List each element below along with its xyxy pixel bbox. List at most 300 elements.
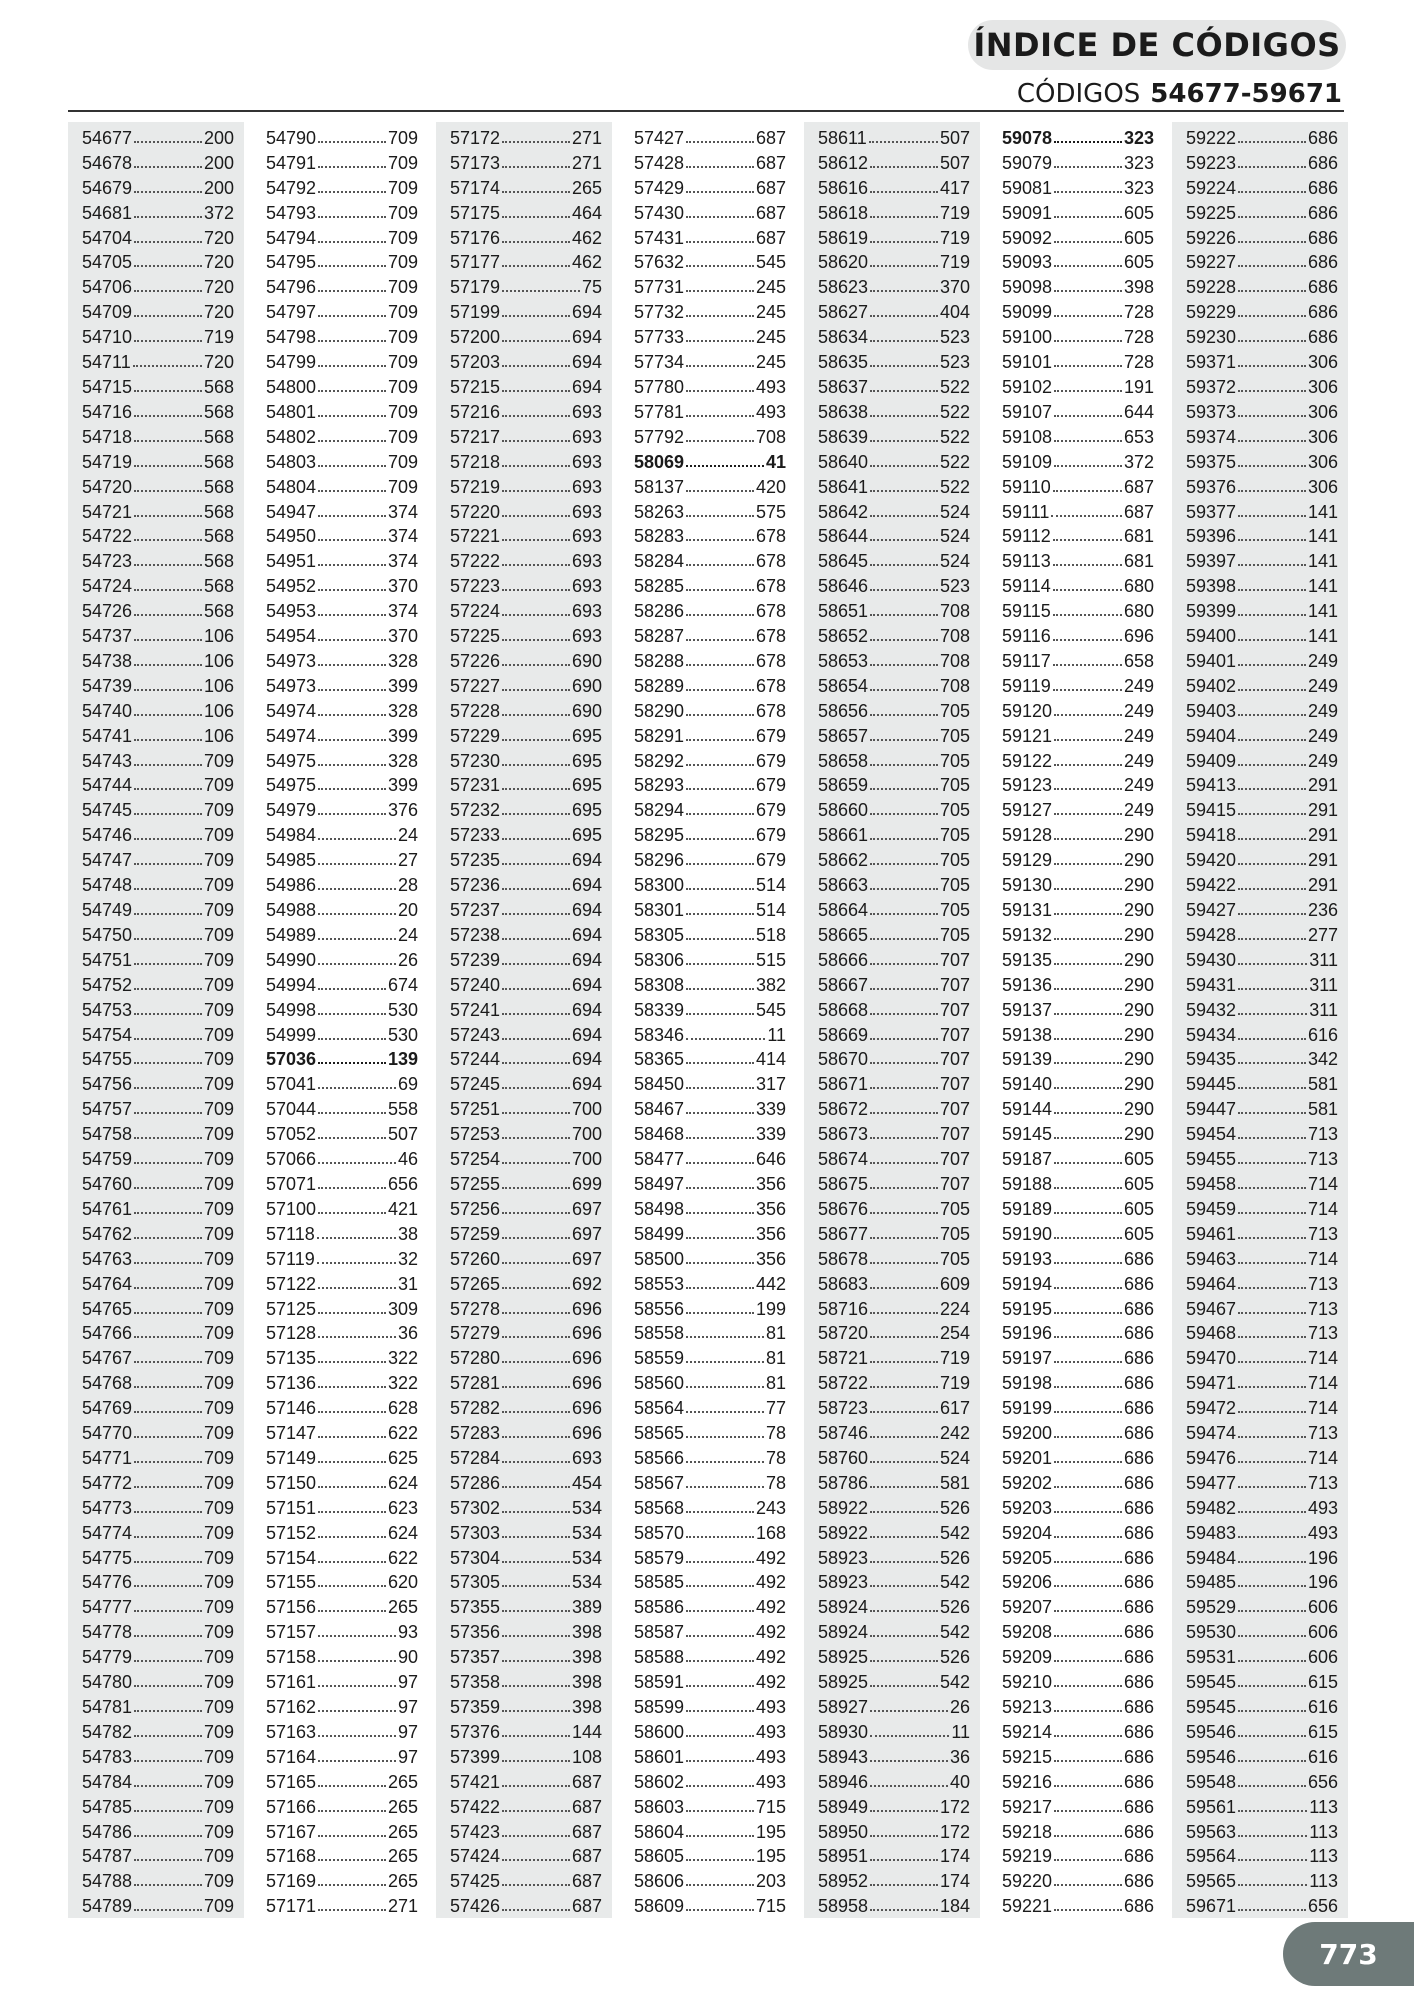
product-code: 57154 (266, 1547, 317, 1567)
page-reference: 605 (1123, 227, 1154, 247)
product-code: 58656 (818, 700, 869, 720)
index-entry (450, 794, 602, 819)
page-reference: 534 (571, 1572, 602, 1592)
page-reference: 265 (387, 1796, 418, 1816)
index-entry (450, 994, 602, 1019)
product-code: 54719 (82, 451, 133, 471)
dot-leader (686, 1386, 764, 1388)
index-entry (266, 944, 418, 969)
page-reference: 113 (1309, 1821, 1338, 1841)
page-reference: 709 (203, 1423, 234, 1443)
index-entry (1002, 1816, 1154, 1841)
index-entry (1002, 247, 1154, 272)
product-code: 57122 (266, 1273, 317, 1293)
product-code: 57224 (450, 601, 501, 621)
page-reference: 622 (387, 1547, 418, 1567)
page-reference: 568 (203, 601, 234, 621)
page-reference: 492 (755, 1672, 786, 1692)
dot-leader (1238, 614, 1306, 616)
dot-leader (870, 639, 938, 641)
page-reference: 694 (571, 974, 602, 994)
product-code: 58642 (818, 501, 869, 521)
page-reference: 507 (387, 1124, 418, 1144)
page-reference: 709 (203, 875, 234, 895)
product-code: 54780 (82, 1672, 133, 1692)
dot-leader (1054, 1884, 1122, 1886)
page-reference: 191 (1123, 376, 1154, 396)
page-reference: 75 (581, 277, 602, 297)
page-reference: 41 (765, 451, 786, 471)
product-code: 59226 (1186, 227, 1237, 247)
index-entry (1186, 271, 1338, 296)
index-entry (818, 1841, 970, 1866)
index-entry (634, 1791, 786, 1816)
page-reference: 97 (397, 1721, 418, 1741)
page-reference: 720 (203, 227, 234, 247)
dot-leader (134, 664, 202, 666)
product-code: 58600 (634, 1721, 685, 1741)
page-reference: 523 (939, 576, 970, 596)
page-reference: 708 (939, 601, 970, 621)
product-code: 58722 (818, 1373, 869, 1393)
dot-leader (870, 515, 938, 517)
page-reference: 493 (755, 1721, 786, 1741)
product-code: 57179 (450, 277, 501, 297)
page-reference: 40 (949, 1771, 970, 1791)
index-entry (266, 570, 418, 595)
dot-leader (502, 1386, 570, 1388)
dot-leader (318, 788, 386, 790)
dot-leader (870, 1287, 938, 1289)
product-code: 54947 (266, 501, 317, 521)
product-code: 58651 (818, 601, 869, 621)
index-entry (82, 1542, 234, 1567)
page-reference: 32 (397, 1248, 418, 1268)
product-code: 54975 (266, 775, 317, 795)
product-code: 58069 (634, 451, 685, 471)
product-code: 54784 (82, 1771, 133, 1791)
product-code: 59397 (1186, 551, 1237, 571)
dot-leader (1238, 714, 1306, 716)
product-code: 57135 (266, 1348, 317, 1368)
index-entry (1002, 1691, 1154, 1716)
dot-leader (1238, 689, 1306, 691)
index-entry (266, 1019, 418, 1044)
dot-leader (318, 813, 386, 815)
product-code: 59222 (1186, 127, 1237, 147)
index-entry (266, 1193, 418, 1218)
product-code: 54716 (82, 401, 133, 421)
page-reference: 306 (1307, 451, 1338, 471)
dot-leader (502, 340, 570, 342)
index-entry (450, 1591, 602, 1616)
index-entry (450, 1168, 602, 1193)
product-code: 57223 (450, 576, 501, 596)
page-reference: 687 (571, 1871, 602, 1891)
index-entry (818, 1118, 970, 1143)
page-reference: 719 (203, 327, 234, 347)
product-code: 58657 (818, 725, 869, 745)
index-entry (266, 1268, 418, 1293)
product-code: 54783 (82, 1746, 133, 1766)
product-code: 54799 (266, 352, 317, 372)
index-entry (1002, 1168, 1154, 1193)
page-reference: 28 (397, 875, 418, 895)
dot-leader (502, 1685, 570, 1687)
index-entry (450, 1093, 602, 1118)
index-entry (1186, 645, 1338, 670)
page-reference: 714 (1307, 1198, 1338, 1218)
index-entry (1186, 745, 1338, 770)
product-code: 59200 (1002, 1423, 1053, 1443)
index-entry (266, 1118, 418, 1143)
product-code: 54786 (82, 1821, 133, 1841)
dot-leader (134, 340, 202, 342)
page-reference: 693 (571, 451, 602, 471)
index-entry (634, 346, 786, 371)
page-reference: 686 (1123, 1871, 1154, 1891)
page-reference: 464 (571, 202, 602, 222)
page-reference: 11 (767, 1024, 786, 1044)
page-reference: 720 (203, 277, 234, 297)
page-reference: 705 (939, 775, 970, 795)
product-code: 54802 (266, 426, 317, 446)
product-code: 58570 (634, 1522, 685, 1542)
page-reference: 709 (387, 202, 418, 222)
product-code: 59115 (1002, 601, 1051, 621)
dot-leader (502, 191, 570, 193)
dot-leader (1238, 1212, 1306, 1214)
dot-leader (1238, 365, 1306, 367)
product-code: 58286 (634, 601, 685, 621)
page-reference: 184 (939, 1896, 970, 1916)
dot-leader (318, 764, 386, 766)
product-code: 58720 (818, 1323, 869, 1343)
dot-leader (502, 1013, 570, 1015)
page-reference: 545 (755, 252, 786, 272)
index-entry (818, 1342, 970, 1367)
index-entry (266, 1890, 418, 1915)
product-code: 58300 (634, 875, 685, 895)
dot-leader (134, 1436, 202, 1438)
page-reference: 699 (571, 1173, 602, 1193)
index-entry (266, 545, 418, 570)
page-reference: 493 (755, 1771, 786, 1791)
index-entry (1002, 1467, 1154, 1492)
dot-leader (318, 589, 386, 591)
dot-leader (502, 1511, 570, 1513)
product-code: 57425 (450, 1871, 501, 1891)
index-entry (1002, 844, 1154, 869)
product-code: 54704 (82, 227, 133, 247)
index-entry (818, 894, 970, 919)
dot-leader (502, 1710, 570, 1712)
dot-leader (870, 1660, 938, 1662)
dot-leader (686, 465, 764, 467)
product-code: 54776 (82, 1572, 133, 1592)
product-code: 58346 (634, 1024, 685, 1044)
product-code: 58952 (818, 1871, 869, 1891)
dot-leader (870, 739, 938, 741)
page-reference: 709 (203, 1672, 234, 1692)
dot-leader (1238, 216, 1306, 218)
index-entry (1002, 346, 1154, 371)
index-entry (634, 869, 786, 894)
dot-leader (1054, 1685, 1122, 1687)
product-code: 58556 (634, 1298, 685, 1318)
dot-leader (1238, 191, 1306, 193)
page-reference: 78 (765, 1472, 786, 1492)
index-entry (818, 271, 970, 296)
page-reference: 686 (1123, 1398, 1154, 1418)
page-reference: 709 (203, 1373, 234, 1393)
product-code: 59474 (1186, 1423, 1237, 1443)
index-entry (634, 1641, 786, 1666)
dot-leader (134, 1585, 202, 1587)
page-reference: 719 (939, 1373, 970, 1393)
dot-leader (1054, 1859, 1122, 1861)
index-entry (266, 321, 418, 346)
product-code: 57222 (450, 551, 501, 571)
index-entry (450, 1417, 602, 1442)
dot-leader (686, 1536, 754, 1538)
dot-leader (686, 1561, 754, 1563)
page-reference: 328 (387, 750, 418, 770)
product-code: 59431 (1186, 974, 1237, 994)
product-code: 58497 (634, 1173, 685, 1193)
product-code: 58287 (634, 626, 685, 646)
page-reference: 20 (397, 900, 418, 919)
page-reference: 616 (1307, 1024, 1338, 1044)
page-reference: 493 (1307, 1497, 1338, 1517)
dot-leader (318, 1486, 386, 1488)
product-code: 57173 (450, 152, 501, 172)
dot-leader (686, 963, 754, 965)
dot-leader (318, 1386, 386, 1388)
dot-leader (870, 1038, 938, 1040)
product-code: 57228 (450, 700, 501, 720)
index-entry (1186, 247, 1338, 272)
product-code: 59377 (1186, 501, 1237, 521)
page-reference: 709 (203, 1472, 234, 1492)
dot-leader (318, 1062, 386, 1064)
product-code: 57376 (450, 1721, 501, 1741)
page-reference: 523 (939, 327, 970, 347)
dot-leader (1054, 1336, 1122, 1338)
index-entry (634, 496, 786, 521)
page-reference: 696 (571, 1348, 602, 1368)
index-entry (266, 1218, 418, 1243)
page-reference: 709 (203, 1223, 234, 1243)
product-code: 59220 (1002, 1871, 1053, 1891)
page-reference: 322 (387, 1348, 418, 1368)
page-reference: 311 (1309, 974, 1338, 994)
product-code: 54803 (266, 451, 317, 471)
product-code: 58646 (818, 576, 869, 596)
page-reference: 686 (1307, 302, 1338, 322)
page-reference: 522 (939, 401, 970, 421)
dot-leader (502, 813, 570, 815)
page-reference: 306 (1307, 352, 1338, 372)
dot-leader (870, 1909, 938, 1911)
product-code: 57732 (634, 302, 685, 322)
dot-leader (870, 1486, 938, 1488)
index-entry (818, 396, 970, 421)
index-entry (450, 321, 602, 346)
index-entry (818, 1293, 970, 1318)
dot-leader (1054, 340, 1122, 342)
index-entry (82, 1442, 234, 1467)
page-reference: 713 (1307, 1472, 1338, 1492)
product-code: 59224 (1186, 177, 1237, 197)
dot-leader (1054, 1909, 1122, 1911)
page-reference: 709 (203, 850, 234, 870)
index-entry (266, 1567, 418, 1592)
index-entry (818, 1193, 970, 1218)
page-reference: 168 (755, 1522, 786, 1542)
page-reference: 693 (571, 476, 602, 496)
dot-leader (134, 1511, 202, 1513)
product-code: 59546 (1186, 1721, 1237, 1741)
page-reference: 695 (571, 750, 602, 770)
dot-leader (318, 241, 386, 243)
page-reference: 700 (571, 1099, 602, 1119)
dot-leader (502, 1884, 570, 1886)
dot-leader (1238, 1386, 1306, 1388)
product-code: 59484 (1186, 1547, 1237, 1567)
dot-leader (134, 1710, 202, 1712)
dot-leader (502, 963, 570, 965)
product-code: 57254 (450, 1149, 501, 1169)
index-entry (634, 1691, 786, 1716)
product-code: 57200 (450, 327, 501, 347)
index-entry (1186, 1467, 1338, 1492)
page-reference: 709 (203, 1796, 234, 1816)
dot-leader (1054, 764, 1122, 766)
dot-leader (870, 863, 938, 865)
product-code: 59091 (1002, 202, 1053, 222)
index-entry (818, 247, 970, 272)
page-reference: 606 (1307, 1597, 1338, 1617)
index-entry (634, 1417, 786, 1442)
page-reference: 719 (939, 252, 970, 272)
index-entry (82, 471, 234, 496)
product-code: 59564 (1186, 1846, 1237, 1866)
dot-leader (502, 988, 570, 990)
product-code: 58923 (818, 1572, 869, 1592)
page-reference: 493 (1307, 1522, 1338, 1542)
product-code: 59209 (1002, 1647, 1053, 1667)
page-reference: 568 (203, 376, 234, 396)
product-code: 59189 (1002, 1198, 1053, 1218)
dot-leader (686, 863, 754, 865)
page-reference: 709 (203, 1298, 234, 1318)
dot-leader (134, 963, 202, 965)
product-code: 58365 (634, 1049, 685, 1069)
index-entry (266, 147, 418, 172)
index-entry (818, 545, 970, 570)
index-entry (450, 496, 602, 521)
index-entry (1186, 1118, 1338, 1143)
dot-leader (502, 689, 570, 691)
index-column-3 (436, 122, 612, 1918)
page-reference: 686 (1123, 1796, 1154, 1816)
product-code: 59229 (1186, 302, 1237, 322)
page-reference: 687 (571, 1896, 602, 1916)
page-reference: 339 (755, 1099, 786, 1119)
index-entry (450, 1068, 602, 1093)
page-reference: 108 (571, 1746, 602, 1766)
page-reference: 658 (1123, 650, 1154, 670)
page-reference: 141 (1307, 626, 1338, 646)
dot-leader (318, 1112, 386, 1114)
page-reference: 697 (571, 1198, 602, 1218)
index-entry (82, 1019, 234, 1044)
product-code: 57286 (450, 1472, 501, 1492)
product-code: 59545 (1186, 1697, 1237, 1716)
index-entry (634, 1716, 786, 1741)
product-code: 58137 (634, 476, 685, 496)
page-reference: 339 (755, 1124, 786, 1144)
index-entry (82, 1791, 234, 1816)
dot-leader (870, 315, 938, 317)
page-reference: 679 (755, 775, 786, 795)
page-reference: 530 (387, 999, 418, 1019)
index-entry (82, 770, 234, 795)
page-reference: 290 (1123, 850, 1154, 870)
index-entry (1186, 1567, 1338, 1592)
page-reference: 398 (1123, 277, 1154, 297)
page-reference: 271 (571, 152, 602, 172)
product-code: 59111 (1002, 501, 1050, 521)
index-entry (1186, 1766, 1338, 1791)
index-entry (818, 994, 970, 1019)
product-code: 59227 (1186, 252, 1237, 272)
dot-leader (870, 1585, 938, 1587)
product-code: 59140 (1002, 1074, 1053, 1094)
page-reference: 113 (1309, 1796, 1338, 1816)
dot-leader (870, 241, 938, 243)
dot-leader (1054, 1411, 1122, 1413)
product-code: 57780 (634, 376, 685, 396)
index-entry (1186, 1143, 1338, 1168)
dot-leader (870, 838, 938, 840)
page-reference: 656 (1307, 1896, 1338, 1916)
page-reference: 624 (387, 1472, 418, 1492)
product-code: 57431 (634, 227, 685, 247)
dot-leader (318, 515, 386, 517)
product-code: 57227 (450, 675, 501, 695)
index-entry (818, 869, 970, 894)
index-entry (1002, 1766, 1154, 1791)
page-reference: 514 (755, 900, 786, 919)
product-code: 58635 (818, 352, 869, 372)
index-entry (450, 1143, 602, 1168)
index-entry (1186, 1616, 1338, 1641)
index-entry (450, 421, 602, 446)
index-entry (266, 645, 418, 670)
page-reference: 249 (1307, 700, 1338, 720)
dot-leader (686, 689, 754, 691)
page-reference: 342 (1307, 1049, 1338, 1069)
page-reference: 686 (1123, 1597, 1154, 1617)
index-entry (634, 1044, 786, 1069)
page-reference: 709 (203, 1622, 234, 1642)
index-entry (1186, 919, 1338, 944)
product-code: 54798 (266, 327, 317, 347)
page-reference: 705 (939, 900, 970, 919)
product-code: 59213 (1002, 1697, 1053, 1716)
